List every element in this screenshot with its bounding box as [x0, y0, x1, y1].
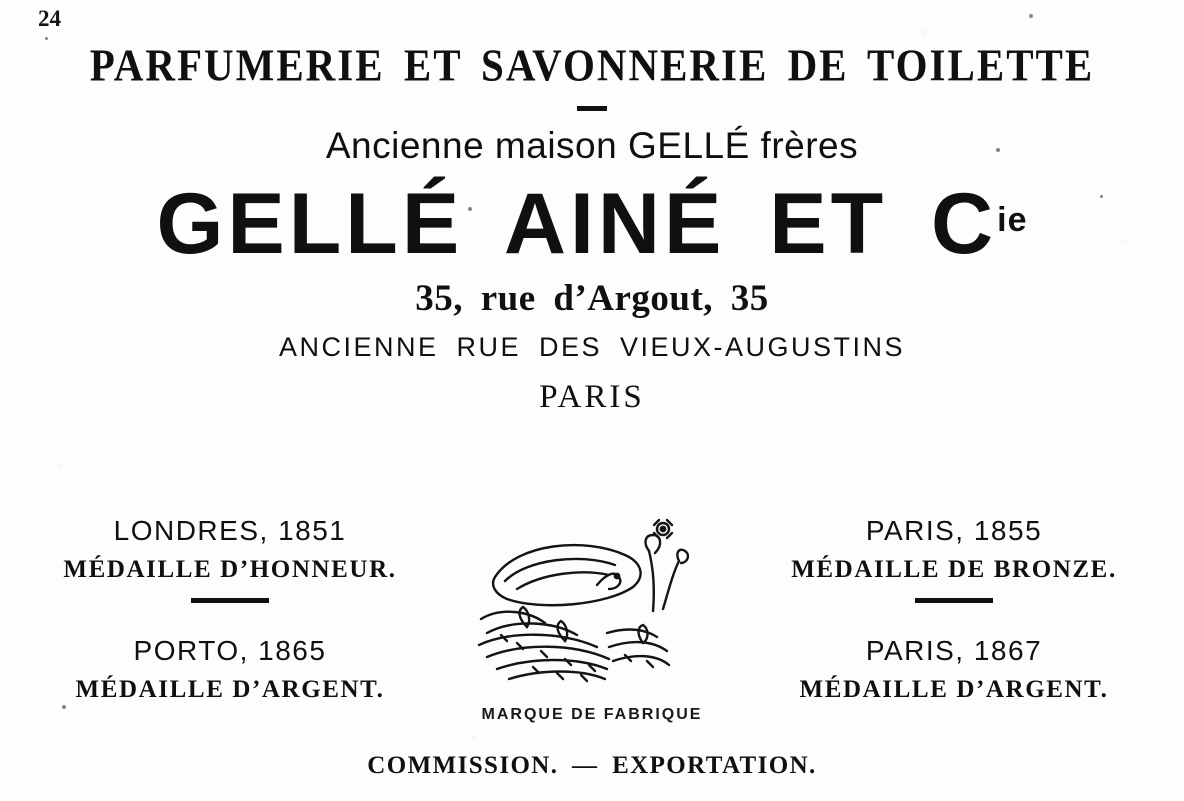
company-name-suffix: ie: [997, 201, 1028, 239]
trademark-vignette-icon: [457, 515, 727, 730]
trademark-caption: MARQUE DE FABRIQUE: [481, 706, 703, 723]
award-medal: MÉDAILLE D’HONNEUR.: [63, 556, 397, 583]
award-londres-1851: [20, 515, 440, 603]
award-porto-1865: [20, 635, 440, 704]
award-paris-1855: [744, 515, 1164, 603]
footer-line: COMMISSION. — EXPORTATION.: [367, 752, 817, 779]
street-address: 35, rue d’Argout, 35: [415, 278, 769, 320]
award-place: PARIS, 1855: [865, 515, 1043, 546]
award-medal: MÉDAILLE D’ARGENT.: [799, 676, 1109, 703]
divider-rule: [577, 106, 607, 111]
divider-rule: [191, 598, 269, 603]
award-place: PORTO, 1865: [133, 635, 327, 666]
award-medal: MÉDAILLE DE BRONZE.: [791, 556, 1117, 583]
headline: PARFUMERIE ET SAVONNERIE DE TOILETTE: [89, 39, 1095, 91]
former-house-line: Ancienne maison GELLÉ frères: [325, 125, 859, 166]
company-name: [0, 176, 1184, 272]
award-place: LONDRES, 1851: [113, 515, 347, 546]
page-number: 24: [38, 6, 61, 31]
award-paris-1867: [744, 635, 1164, 704]
city-name: PARIS: [539, 379, 645, 416]
divider-rule: [915, 598, 993, 603]
award-medal: MÉDAILLE D’ARGENT.: [75, 676, 385, 703]
award-place: PARIS, 1867: [865, 635, 1043, 666]
former-street-name: ANCIENNE RUE DES VIEUX-AUGUSTINS: [278, 332, 906, 363]
company-name-text: GELLÉ AINÉ ET C: [156, 176, 998, 272]
